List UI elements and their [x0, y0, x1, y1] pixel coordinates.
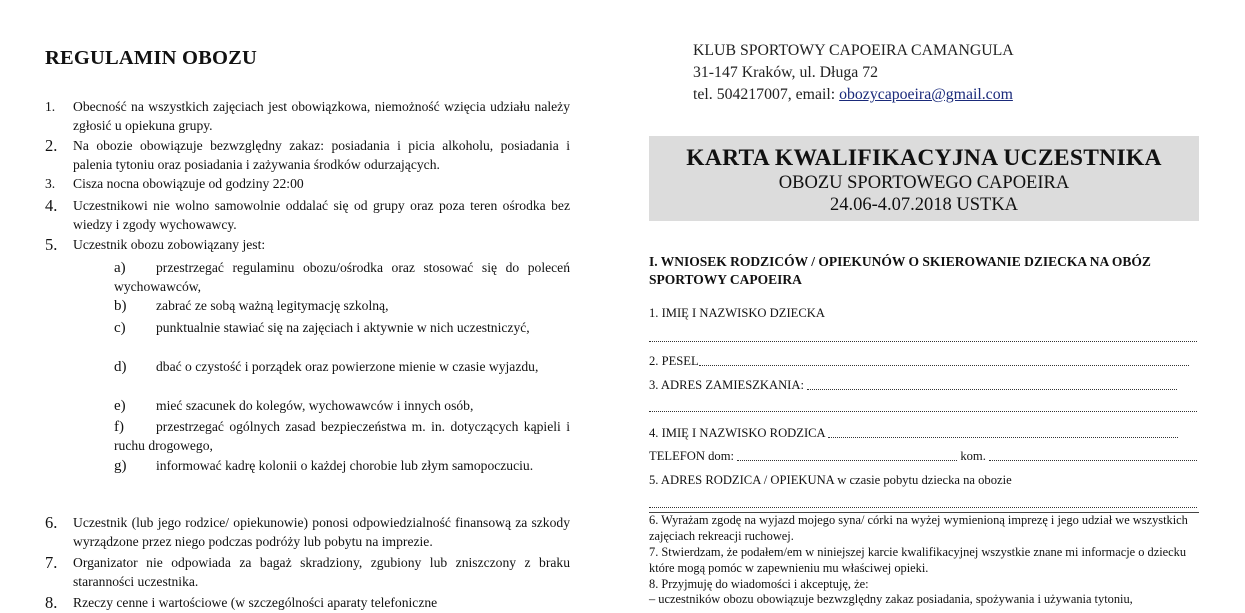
- rule-item: 7. Organizator nie odpowiada za bagaż skradziony, zgubiony lub zniszczony z braku staranności uczestnika.: [45, 553, 570, 589]
- information-statement: 7. Stwierdzam, że podałem/em w niniejszej karcie kwalifikacyjnej wszystkie znane mi informacje o dziecku które mogą pomóc w zapewnieniu mu właściwej opieki.: [649, 545, 1187, 575]
- rule-item: 3. Cisza nocna obowiązuje od godziny 22:00: [45, 176, 304, 191]
- club-header: [693, 40, 1193, 106]
- card-dates: 24.06-4.07.2018 USTKA: [829, 195, 1019, 215]
- dotted-line: [649, 506, 1197, 508]
- rule-subitem: d) dbać o czystość i porządek oraz powierzone mienie w czasie wyjazdu,: [114, 359, 539, 375]
- section-title: I. WNIOSEK RODZICÓW / OPIEKUNÓW O SKIEROWANIE DZIECKA NA OBÓZ SPORTOWY CAPOEIRA: [649, 254, 1151, 287]
- acceptance-item: – uczestników obozu obowiązuje bezwzględny zakaz posiadania, spożywania i używania tytoniu,: [649, 592, 1133, 606]
- parent-name-field[interactable]: 4. IMIĘ I NAZWISKO RODZICA: [649, 425, 1197, 441]
- rule-subitem: f) przestrzegać ogólnych zasad bezpieczeństwa m. in. dotyczących kąpieli i ruchu drogowego,: [114, 419, 570, 453]
- acceptance-statement: 8. Przyjmuję do wiadomości i akceptuję, że:: [649, 577, 869, 591]
- club-name: KLUB SPORTOWY CAPOEIRA CAMANGULA: [693, 42, 1014, 59]
- rule-item: 4. Uczestnikowi nie wolno samowolnie oddalać się od grupy oraz poza teren ośrodka bez wiedzy i zgody wychowawcy.: [45, 196, 570, 232]
- club-contact: tel. 504217007, email: obozycapoeira@gmail.com: [693, 86, 1013, 103]
- dotted-line: [649, 410, 1197, 412]
- rule-subitem: b) zabrać ze sobą ważną legitymację szkolną,: [114, 298, 389, 314]
- rule-subitem: a) przestrzegać regulaminu obozu/ośrodka oraz stosować się do poleceń wychowawców,: [114, 260, 570, 294]
- rule-subitem: g) informować kadrę kolonii o każdej chorobie lub złym samopoczuciu.: [114, 458, 534, 474]
- child-name-field[interactable]: 1. IMIĘ I NAZWISKO DZIECKA: [649, 306, 825, 320]
- card-subtitle: OBOZU SPORTOWEGO CAPOEIRA: [778, 173, 1070, 193]
- rule-subitem: c) punktualnie stawiać się na zajęciach i aktywnie w nich uczestniczyć,: [114, 320, 530, 336]
- rules-title: REGULAMIN OBOZU: [45, 47, 258, 69]
- pesel-field[interactable]: 2. PESEL: [649, 353, 1197, 369]
- rule-item: 1. Obecność na wszystkich zajęciach jest obowiązkowa, niemożność wzięcia udziału należy zgłosić u opiekuna grupy.: [45, 99, 570, 133]
- qualification-card-page: [620, 0, 1245, 608]
- address-field[interactable]: 3. ADRES ZAMIESZKANIA:: [649, 377, 1197, 393]
- rule-subitem: e) mieć szacunek do kolegów, wychowawców i innych osób,: [114, 398, 474, 414]
- rule-item: 6. Uczestnik (lub jego rodzice/ opiekunowie) ponosi odpowiedzialność finansową za szkody wyrządzone przez niego podczas podróży lub pobytu na imprezie.: [45, 513, 570, 549]
- consent-statement: 6. Wyrażam zgodę na wyjazd mojego syna/ córki na wyżej wymienioną imprezę i jego udział we wszystkich zajęciach rekreacji ruchowej.: [649, 513, 1188, 543]
- phone-field[interactable]: TELEFON dom: kom.: [649, 448, 1197, 464]
- club-address: 31-147 Kraków, ul. Długa 72: [693, 64, 878, 81]
- card-title: KARTA KWALIFIKACYJNA UCZESTNIKA: [686, 145, 1162, 171]
- rule-item: 8. Rzeczy cenne i wartościowe (w szczególności aparaty telefoniczne: [45, 593, 438, 612]
- card-title-box: [649, 136, 1199, 221]
- rule-item: 5. Uczestnik obozu zobowiązany jest:: [45, 235, 266, 254]
- rule-item: 2. Na obozie obowiązuje bezwzględny zakaz: posiadania i picia alkoholu, posiadania i palenia tytoniu oraz posiadania i zażywania środków odurzających.: [45, 136, 570, 172]
- rules-page: [0, 0, 620, 612]
- parent-address-field[interactable]: 5. ADRES RODZICA / OPIEKUNA w czasie pobytu dziecka na obozie: [649, 473, 1012, 487]
- club-email-link[interactable]: obozycapoeira@gmail.com: [839, 86, 1013, 103]
- dotted-line: [649, 340, 1197, 342]
